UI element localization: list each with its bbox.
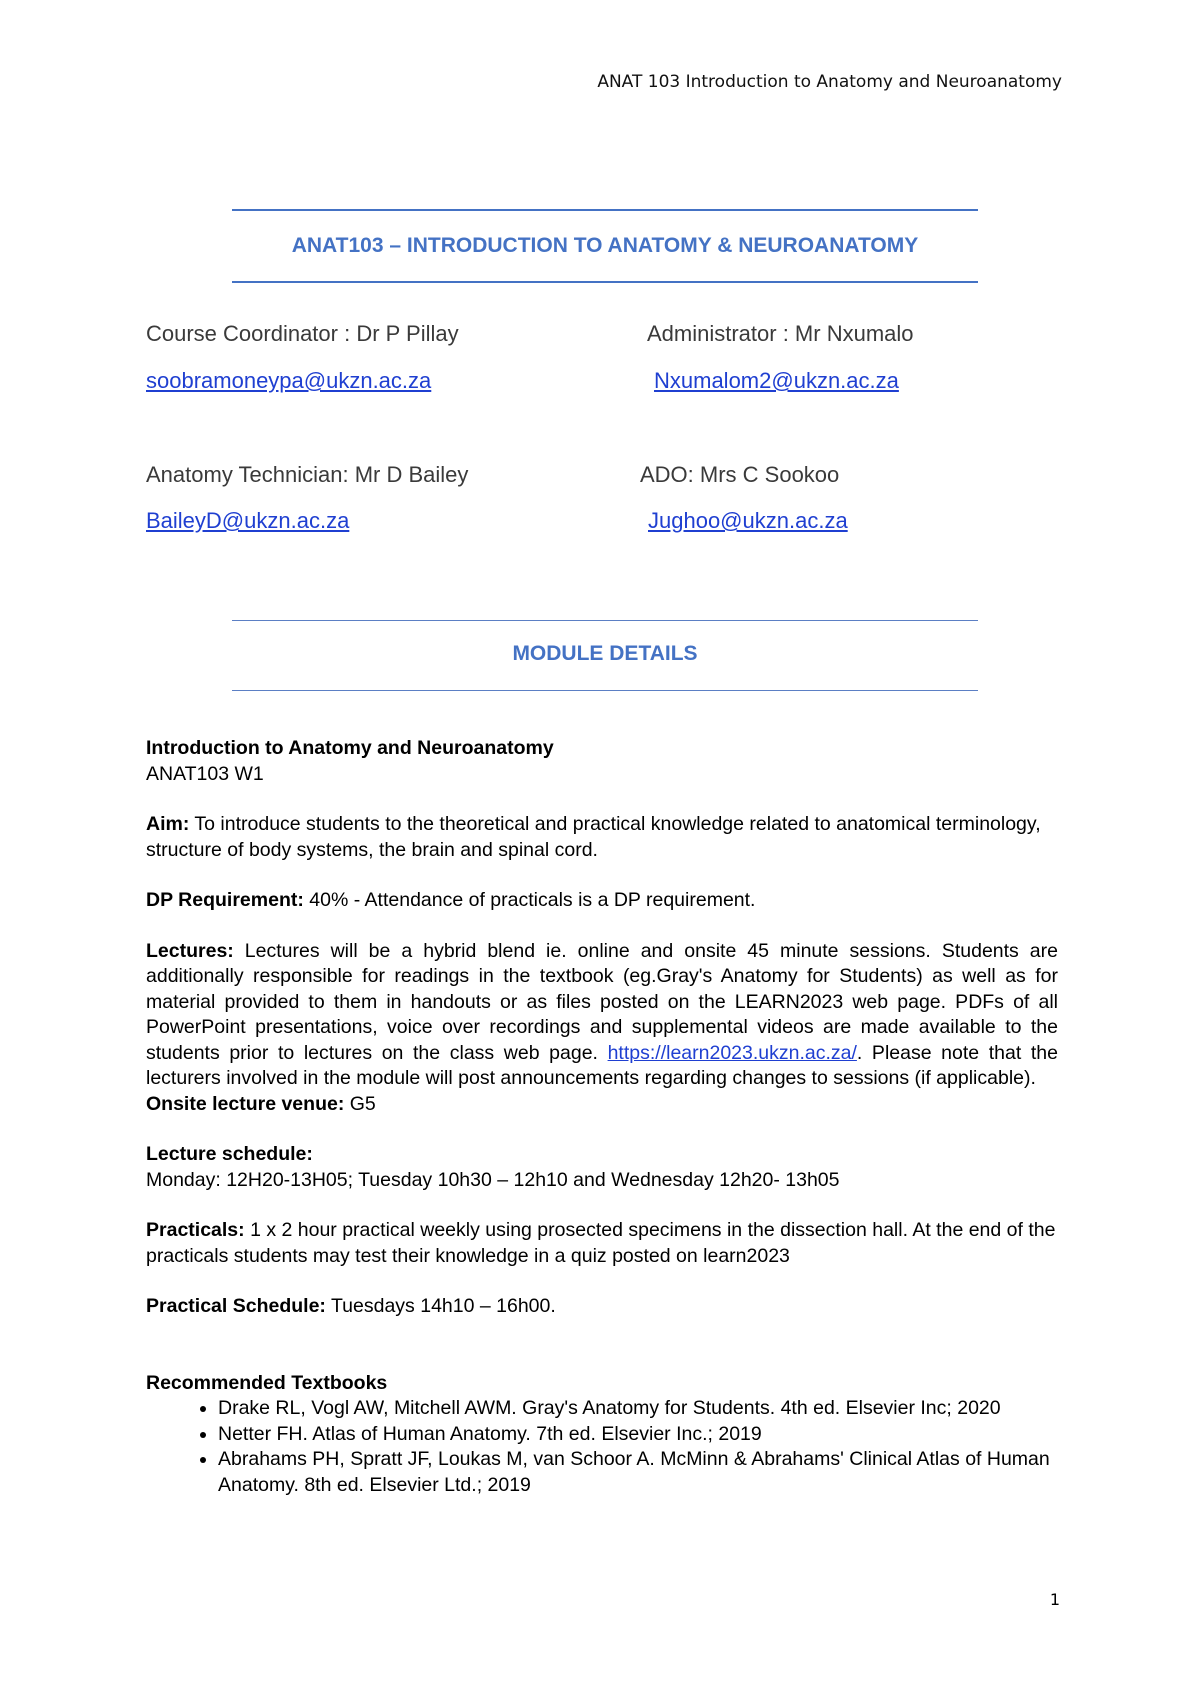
textbooks-list — [146, 1396, 1058, 1498]
ado-email-link[interactable]: Jughoo@ukzn.ac.za — [648, 508, 848, 533]
ado-label: ADO: Mrs C Sookoo — [640, 462, 840, 487]
lectures-paragraph: Lectures: Lectures will be a hybrid blend ie. online and onsite 45 minute sessions. Students are additionally responsible for readings in the textbook (eg.Gray's Anatomy for Students) as well as for material provided to them in handouts or as files posted on the LEARN2023 web page. PDFs of all PowerPoint presentations, voice over recordings and supplemental videos are made available to the students prior to lectures on the class web page. https://learn2023.ukzn.ac.za/. Please note that the lecturers involved in the module will post announcements regarding changes to sessions (if applicable). — [146, 939, 1058, 1089]
textbook-item: • Netter FH. Atlas of Human Anatomy. 7th ed. Elsevier Inc.; 2019 — [218, 1422, 1058, 1448]
schedule-heading: Lecture schedule: — [146, 1143, 313, 1165]
venue-paragraph: Onsite lecture venue: G5 — [146, 1092, 376, 1115]
technician-email-link[interactable]: BaileyD@ukzn.ac.za — [146, 508, 350, 533]
coordinator-label: Course Coordinator : Dr P Pillay — [146, 321, 459, 346]
title-rule-bottom — [232, 281, 978, 283]
coordinator-email-link[interactable]: soobramoneypa@ukzn.ac.za — [146, 368, 432, 393]
running-header: ANAT 103 Introduction to Anatomy and Neuroanatomy — [597, 72, 1062, 92]
page-number: 1 — [1049, 1590, 1060, 1609]
module-body — [146, 736, 1058, 1498]
dp-paragraph: DP Requirement: 40% - Attendance of practicals is a DP requirement. — [146, 889, 756, 911]
practicals-paragraph: Practicals: 1 x 2 hour practical weekly using prosected specimens in the dissection hall. At the end of the practicals students may test their knowledge in a quiz posted on learn2023 — [146, 1219, 1056, 1267]
module-code: ANAT103 W1 — [146, 762, 264, 785]
textbook-item: • Drake RL, Vogl AW, Mitchell AWM. Gray's Anatomy for Students. 4th ed. Elsevier Inc; 2020 — [218, 1396, 1058, 1422]
textbook-item: • Abrahams PH, Spratt JF, Loukas M, van Schoor A. McMinn & Abrahams' Clinical Atlas of Human Anatomy. 8th ed. Elsevier Ltd.; 2019 — [218, 1447, 1058, 1498]
practical-schedule-paragraph: Practical Schedule: Tuesdays 14h10 – 16h00. — [146, 1295, 556, 1317]
title-rule-top — [232, 209, 978, 211]
module-rule-bottom — [232, 690, 978, 691]
learn-link[interactable]: https://learn2023.ukzn.ac.za/ — [607, 1041, 857, 1064]
technician-label: Anatomy Technician: Mr D Bailey — [146, 462, 469, 487]
administrator-email-link[interactable]: Nxumalom2@ukzn.ac.za — [654, 368, 899, 393]
administrator-label: Administrator : Mr Nxumalo — [647, 321, 914, 346]
schedule-text: Monday: 12H20-13H05; Tuesday 10h30 – 12h10 and Wednesday 12h20- 13h05 — [146, 1168, 840, 1191]
module-name: Introduction to Anatomy and Neuroanatomy — [146, 737, 554, 759]
document-title: ANAT103 – INTRODUCTION TO ANATOMY & NEUROANATOMY — [291, 234, 919, 257]
aim-paragraph: Aim: To introduce students to the theoretical and practical knowledge related to anatomical terminology, structure of body systems, the brain and spinal cord. — [146, 813, 1041, 861]
textbooks-heading: Recommended Textbooks — [146, 1371, 388, 1394]
module-details-heading: MODULE DETAILS — [512, 642, 698, 665]
module-rule-top — [232, 620, 978, 621]
